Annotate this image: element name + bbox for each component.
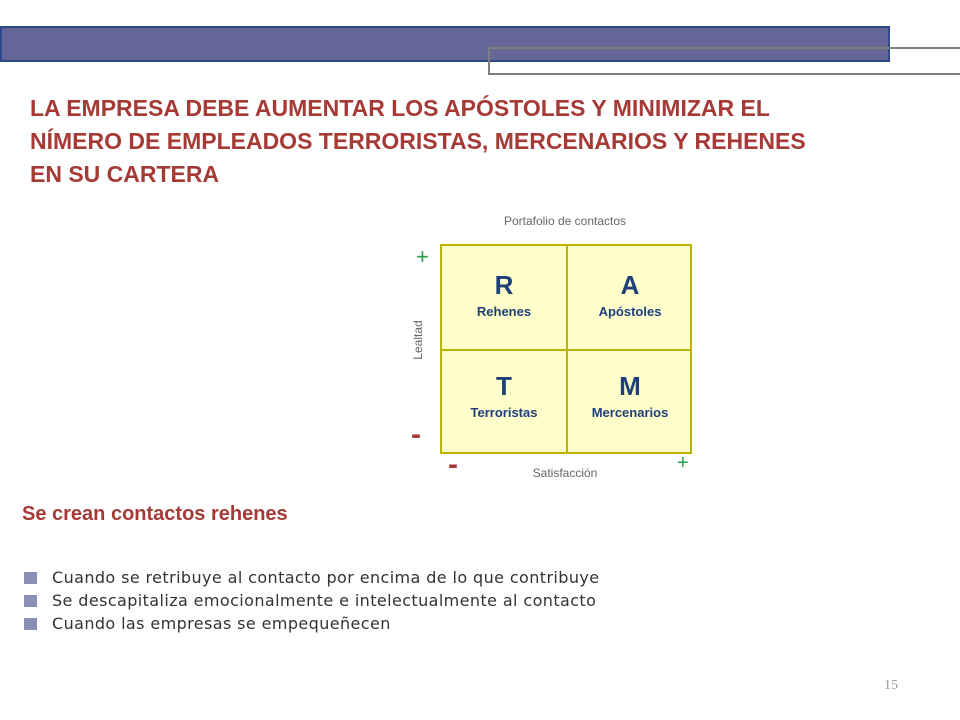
bullet-square-icon: [24, 572, 37, 584]
matrix-caption: Portafolio de contactos: [503, 214, 627, 228]
cell-name-mercenarios: Mercenarios: [591, 405, 669, 420]
bullet-square-icon: [24, 618, 37, 630]
section-subtitle: Se crean contactos rehenes: [22, 503, 288, 525]
cell-letter-a: A: [620, 270, 640, 300]
bullet-item: [20, 589, 599, 612]
cell-name-rehenes: Rehenes: [476, 304, 532, 319]
matrix-cell-apostoles: [568, 246, 692, 349]
y-axis-plus-sign: +: [416, 244, 429, 269]
bullet-square-icon: [24, 595, 37, 607]
cell-letter-r: R: [494, 270, 514, 300]
cell-name-apostoles: Apóstoles: [598, 304, 662, 319]
slide-title: [30, 92, 940, 191]
bullet-item: [20, 612, 599, 635]
title-line-1: LA EMPRESA DEBE AUMENTAR LOS APÓSTOLES Y MINIMIZAR EL: [30, 95, 770, 121]
cell-name-terroristas: Terroristas: [470, 405, 538, 420]
x-axis-minus-sign: -: [448, 448, 458, 481]
header-outline-box: [488, 47, 960, 75]
y-axis-minus-sign: -: [411, 418, 421, 451]
x-axis-plus-sign: +: [677, 452, 689, 474]
cell-letter-m: M: [619, 371, 641, 401]
x-axis-label: Satisfacción: [532, 466, 598, 480]
matrix-cell-mercenarios: [568, 351, 692, 454]
page-number: 15: [884, 678, 898, 693]
y-axis-label: Lealtad: [411, 320, 425, 360]
bullet-text: Se descapitaliza emocionalmente e intelectualmente al contacto: [52, 591, 597, 610]
bullet-text: Cuando las empresas se empequeñecen: [52, 614, 391, 633]
bullet-text: Cuando se retribuye al contacto por encima de lo que contribuye: [52, 568, 600, 587]
bullet-item: [20, 566, 599, 589]
matrix-cell-rehenes: [442, 246, 566, 349]
title-line-3: EN SU CARTERA: [30, 161, 220, 187]
bullet-list: [20, 566, 599, 635]
title-line-2: NÍMERO DE EMPLEADOS TERRORISTAS, MERCENARIOS Y REHENES: [30, 128, 806, 154]
matrix-cell-terroristas: [442, 351, 566, 454]
cell-letter-t: T: [496, 371, 512, 401]
loyalty-satisfaction-matrix: [440, 244, 692, 454]
